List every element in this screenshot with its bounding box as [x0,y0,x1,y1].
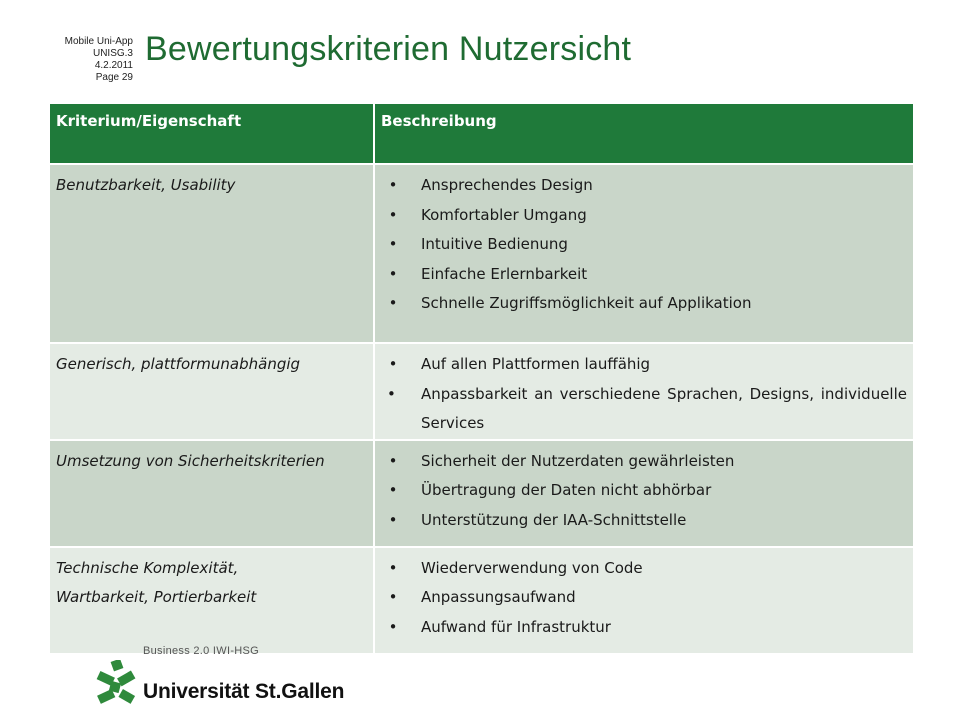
description-cell [374,343,913,440]
list-item [381,230,907,260]
list-item [381,583,907,613]
table-row [50,164,913,343]
bullet-icon: • [388,294,398,312]
list-item [381,476,907,506]
bullet-list [381,171,907,319]
list-item [381,506,907,536]
criterion-cell [50,343,374,440]
list-item [381,289,907,319]
header-description: Beschreibung [374,104,913,164]
table-row [50,547,913,653]
meta-page: Page 29 [95,72,133,83]
criterion-text: Wartbarkeit, Portierbarkeit [56,587,257,606]
criterion-text: Technische Komplexität, [56,558,239,577]
list-item [381,171,907,201]
criterion-cell [50,440,374,547]
list-item [381,201,907,231]
bullet-icon: • [388,510,398,529]
bullet-icon: • [388,481,398,499]
list-item [381,554,907,584]
criterion-cell [50,164,374,343]
bullet-list [381,554,907,643]
list-item [381,447,907,477]
bullet-text: Einfache Erlernbarkeit [421,264,588,283]
bullet-text: Ansprechendes Design [421,176,593,194]
business-label: Business 2.0 IWI-HSG [143,645,260,657]
bullet-icon: • [387,384,396,403]
bullet-text: Sicherheit der Nutzerdaten gewährleisten [421,451,735,470]
bullet-text: Übertragung der Daten nicht abhörbar [421,481,712,499]
list-item [381,260,907,290]
bullet-text: Anpassungsaufwand [421,588,576,606]
slide-meta [20,36,133,84]
bullet-text: Schnelle Zugriffsmöglichkeit auf Applikation [421,294,752,312]
bullet-text: Aufwand für Infrastruktur [421,617,611,636]
meta-date: 4.2.2011 [94,60,133,71]
table-row [50,343,913,440]
description-cell [374,440,913,547]
criterion-text: Umsetzung von Sicherheitskriterien [56,451,325,470]
description-cell [374,547,913,653]
bullet-icon: • [388,451,398,470]
university-logo-icon [96,660,140,708]
list-item [381,380,907,439]
bullet-icon: • [388,235,398,253]
bullet-icon: • [388,355,398,373]
bullet-icon: • [388,264,398,283]
table-row [50,440,913,547]
meta-project: Mobile Uni-App [64,36,133,47]
list-item [381,613,907,643]
bullet-icon: • [388,617,398,636]
page-title: Bewertungskriterien Nutzersicht [145,30,632,68]
bullet-text: Intuitive Bedienung [421,235,568,253]
bullet-list [381,447,907,536]
list-item [381,350,907,380]
bullet-text: Wiederverwendung von Code [421,558,643,577]
bullet-icon: • [388,588,398,606]
bullet-text: Anpassbarkeit an verschiedene Sprachen, Designs, individuelle Services [421,384,907,432]
criteria-table [50,104,913,653]
table-header-row [50,104,913,164]
bullet-list [381,350,907,439]
criterion-cell [50,547,374,653]
bullet-text: Unterstützung der IAA-Schnittstelle [421,510,687,529]
bullet-text: Komfortabler Umgang [421,205,587,224]
meta-code: UNISG.3 [92,48,133,59]
bullet-icon: • [388,558,398,577]
bullet-icon: • [388,205,398,224]
bullet-text: Auf allen Plattformen lauffähig [421,355,651,373]
header-criterion: Kriterium/Eigenschaft [50,104,374,164]
description-cell [374,164,913,343]
criterion-text: Benutzbarkeit, Usability [56,176,236,194]
bullet-icon: • [388,176,398,194]
criterion-text: Generisch, plattformunabhängig [56,355,301,373]
university-name: Universität St.Gallen [143,680,345,703]
